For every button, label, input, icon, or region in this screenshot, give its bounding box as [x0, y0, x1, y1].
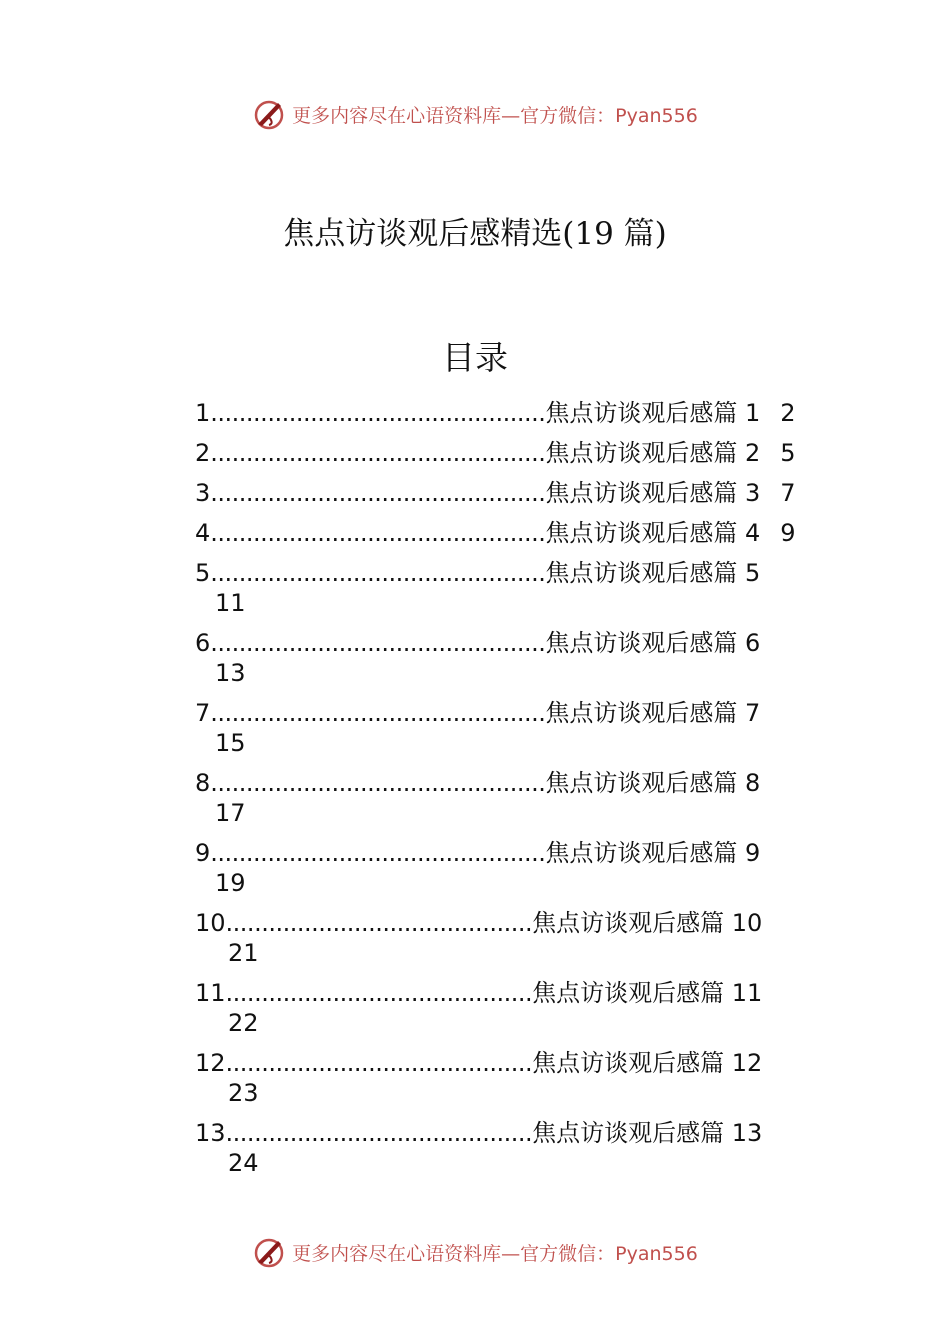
toc-entry[interactable] [195, 518, 845, 548]
toc-entry[interactable] [195, 1118, 845, 1178]
toc-entry-label: 焦点访谈观后感篇 1 [545, 399, 761, 427]
toc-entry-number: 5 [195, 559, 211, 587]
toc-entry-label: 焦点访谈观后感篇 5 [545, 559, 761, 587]
toc-page-number: 7 [780, 479, 796, 507]
toc-entry[interactable] [195, 698, 845, 758]
toc-page-number: 24 [228, 1149, 259, 1177]
toc-page-number: 19 [215, 869, 246, 897]
banner-text [292, 1239, 698, 1266]
toc-entry-label: 焦点访谈观后感篇 4 [545, 519, 761, 547]
toc-entry-number: 10 [195, 909, 226, 937]
toc-heading: 目录 [442, 338, 508, 377]
pen-logo-icon [252, 97, 286, 131]
toc-entry-number: 3 [195, 479, 211, 507]
toc-entry-number: 7 [195, 699, 211, 727]
toc-page-number: 17 [215, 799, 246, 827]
banner-text [292, 101, 698, 128]
toc-page-number: 9 [780, 519, 796, 547]
toc-leader-dots: ............................................... [210, 479, 546, 507]
toc-leader-dots: ............................................... [210, 839, 546, 867]
toc-entry[interactable] [195, 1048, 845, 1108]
toc-leader-dots: ............................................... [210, 629, 546, 657]
toc-page-number: 21 [228, 939, 259, 967]
toc-page-number: 5 [780, 439, 796, 467]
toc-entry-number: 1 [195, 399, 211, 427]
toc-entry[interactable] [195, 398, 845, 428]
toc-entry-number: 4 [195, 519, 211, 547]
toc-entry-label: 焦点访谈观后感篇 3 [545, 479, 761, 507]
pen-logo-icon [252, 1235, 286, 1269]
footer-banner [0, 1232, 950, 1272]
toc-entry-number: 2 [195, 439, 211, 467]
toc-entry[interactable] [195, 838, 845, 898]
toc-entry-label: 焦点访谈观后感篇 11 [532, 979, 763, 1007]
toc-entry-number: 6 [195, 629, 211, 657]
toc-entry-number: 8 [195, 769, 211, 797]
toc-entry-number: 13 [195, 1119, 226, 1147]
toc-entry-number: 12 [195, 1049, 226, 1077]
toc-entry-label: 焦点访谈观后感篇 2 [545, 439, 761, 467]
toc-entry[interactable] [195, 628, 845, 688]
toc-entry[interactable] [195, 978, 845, 1038]
toc-leader-dots: ........................................... [225, 1119, 533, 1147]
header-banner [0, 94, 950, 134]
toc-page-number: 15 [215, 729, 246, 757]
toc-leader-dots: ............................................... [210, 769, 546, 797]
toc-leader-dots: ........................................... [225, 909, 533, 937]
toc-page-number: 2 [780, 399, 796, 427]
toc-entry-label: 焦点访谈观后感篇 9 [545, 839, 761, 867]
toc-leader-dots: ............................................... [210, 519, 546, 547]
toc-entry[interactable] [195, 908, 845, 968]
banner-wechat-id: Pyan556 [615, 1242, 698, 1265]
toc-page-number: 23 [228, 1079, 259, 1107]
toc-leader-dots: ........................................... [225, 979, 533, 1007]
toc-entry[interactable] [195, 478, 845, 508]
toc-entry-label: 焦点访谈观后感篇 8 [545, 769, 761, 797]
toc-entry-label: 焦点访谈观后感篇 7 [545, 699, 761, 727]
banner-slogan: 更多内容尽在心语资料库—官方微信： [292, 104, 616, 127]
toc-entry-label: 焦点访谈观后感篇 12 [532, 1049, 763, 1077]
toc-leader-dots: ............................................... [210, 399, 546, 427]
table-of-contents [195, 398, 845, 1188]
toc-page-number: 22 [228, 1009, 259, 1037]
toc-entry[interactable] [195, 438, 845, 468]
document-title: 焦点访谈观后感精选(19 篇) [283, 216, 667, 252]
toc-entry-label: 焦点访谈观后感篇 13 [532, 1119, 763, 1147]
toc-entry[interactable] [195, 558, 845, 618]
toc-entry-number: 9 [195, 839, 211, 867]
toc-leader-dots: ............................................... [210, 699, 546, 727]
toc-entry[interactable] [195, 768, 845, 828]
toc-entry-number: 11 [195, 979, 226, 1007]
toc-leader-dots: ........................................... [225, 1049, 533, 1077]
banner-slogan: 更多内容尽在心语资料库—官方微信： [292, 1242, 616, 1265]
toc-page-number: 11 [215, 589, 246, 617]
toc-leader-dots: ............................................... [210, 559, 546, 587]
toc-entry-label: 焦点访谈观后感篇 6 [545, 629, 761, 657]
toc-page-number: 13 [215, 659, 246, 687]
toc-leader-dots: ............................................... [210, 439, 546, 467]
banner-wechat-id: Pyan556 [615, 104, 698, 127]
toc-entry-label: 焦点访谈观后感篇 10 [532, 909, 763, 937]
